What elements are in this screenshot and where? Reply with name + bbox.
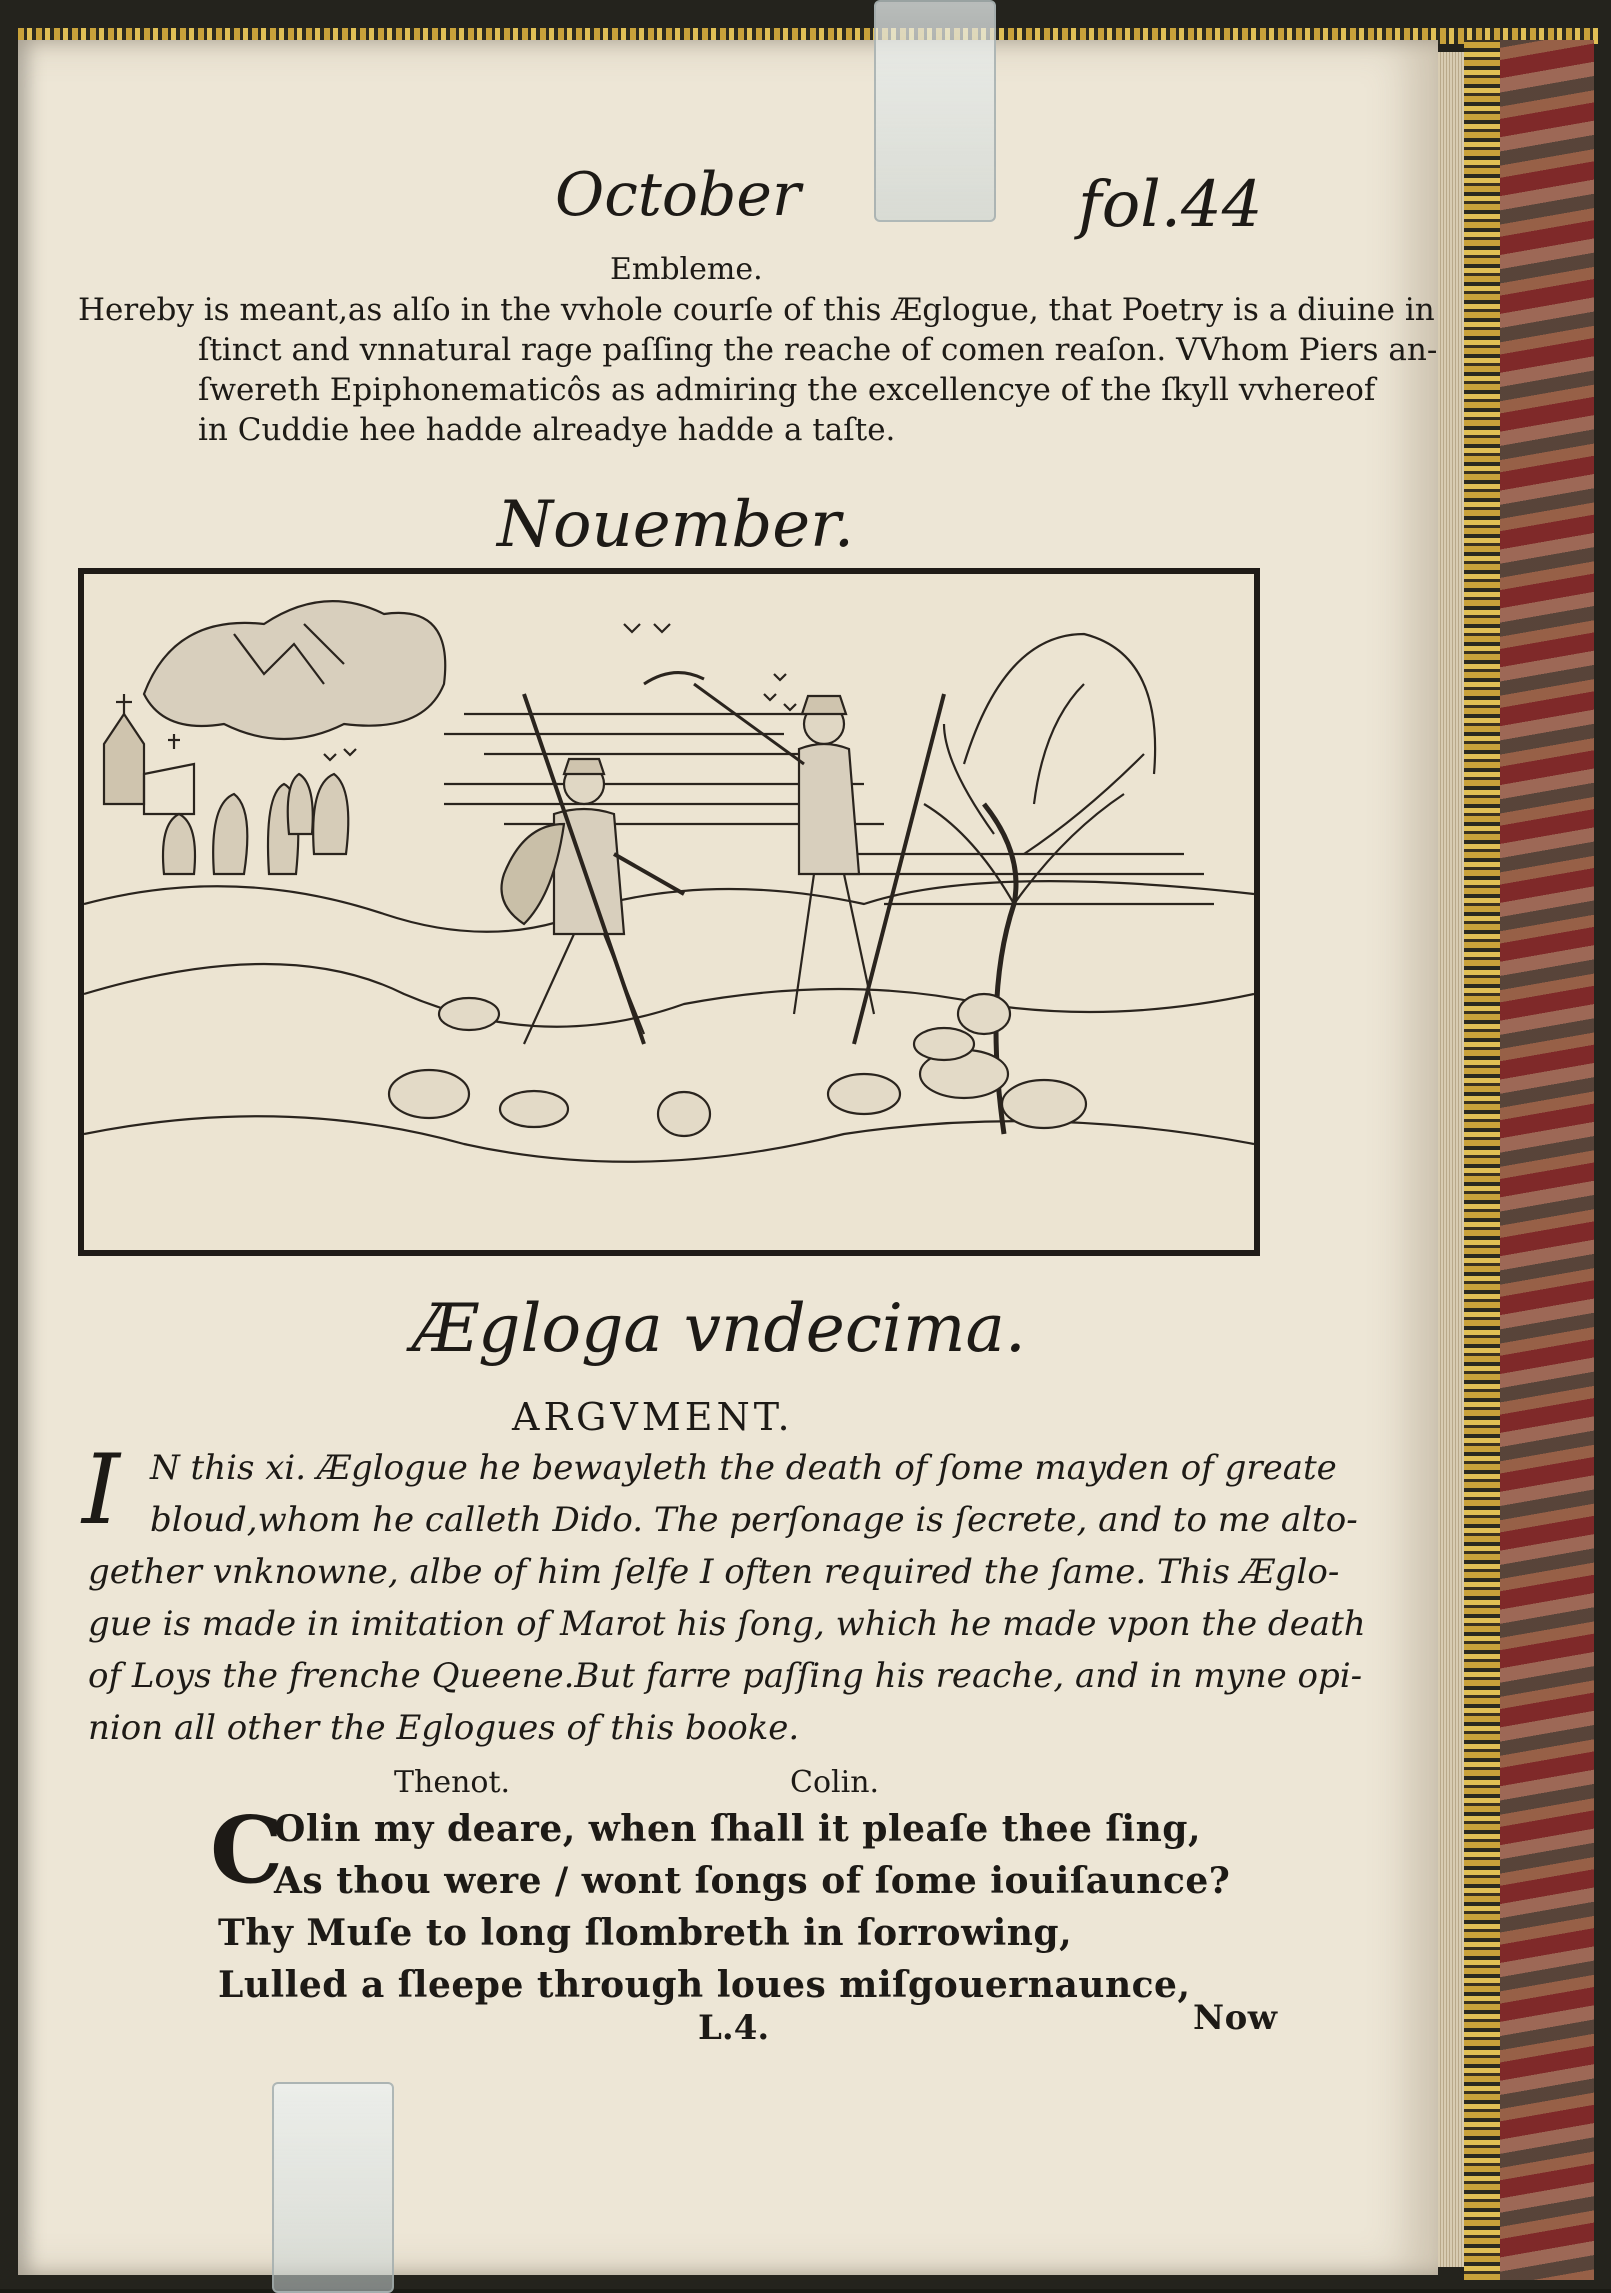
sheep-flock <box>389 994 1086 1136</box>
page-edges <box>1438 52 1464 2267</box>
verse-line: As thou were / wont ſongs of ſome iouiſaunce? <box>274 1860 1231 1902</box>
speaker-thenot: Thenot. <box>394 1765 511 1800</box>
catchword: Now <box>1193 1998 1278 2038</box>
month-title: Nouember. <box>497 488 855 562</box>
embleme-line: Hereby is meant,as alſo in the vvhole courſe of this Æglogue, that Poetry is a diuine in <box>78 292 1435 328</box>
mourning-figures <box>163 774 348 874</box>
verse-line: Thy Muſe to long ſlombreth in ſorrowing, <box>218 1912 1073 1954</box>
woodcut-illustration <box>78 568 1260 1256</box>
verse-line: Lulled a ſleepe through loues miſgouernaunce, <box>218 1964 1191 2006</box>
embleme-title: Embleme. <box>610 252 763 287</box>
verse-line: Olin my deare, when ſhall it pleaſe thee ſing, <box>274 1808 1201 1850</box>
embleme-line: ſtinct and vnnatural rage paſſing the reache of comen reaſon. VVhom Piers an- <box>198 332 1438 368</box>
woodcut-scene <box>84 574 1254 1250</box>
shepherd-left <box>502 694 685 1044</box>
gilt-border <box>1464 40 1500 2280</box>
argument-dropcap: I <box>82 1434 120 1546</box>
running-title: October <box>555 160 801 230</box>
argument-line: gue is made in imitation of Marot his ſong, which he made vpon the death <box>88 1604 1366 1644</box>
argument-line: N this xi. Æglogue he bewayleth the death of ſome mayden of greate <box>150 1448 1337 1488</box>
shepherd-right <box>644 673 944 1044</box>
argument-line: nion all other the Eglogues of this booke. <box>88 1708 800 1748</box>
cloud <box>144 601 445 739</box>
argument-line: bloud,whom he calleth Dido. The perſonage is ſecrete, and to me alto- <box>150 1500 1358 1540</box>
argument-heading: ARGVMENT. <box>512 1395 794 1439</box>
embleme-line: ſwereth Epiphonematicôs as admiring the excellencye of the ſkyll vvhereof <box>198 372 1376 408</box>
speaker-colin: Colin. <box>790 1765 880 1800</box>
eclogue-title: Ægloga vndecima. <box>412 1290 1026 1367</box>
hills <box>84 881 1254 932</box>
argument-line: gether vnknowne, albe of him ſelfe I often required the ſame. This Æglo- <box>88 1552 1340 1592</box>
embleme-line: in Cuddie hee hadde alreadye hadde a taſte. <box>198 412 896 448</box>
verse-dropcap: C <box>210 1796 284 1904</box>
page-clip-bottom <box>272 2082 394 2293</box>
page-clip-top <box>874 0 996 222</box>
signature-mark: L.4. <box>698 2008 770 2048</box>
argument-line: of Loys the frenche Queene.But farre paſſing his reache, and in myne opi- <box>88 1656 1363 1696</box>
folio-number: fol.44 <box>1078 168 1263 242</box>
